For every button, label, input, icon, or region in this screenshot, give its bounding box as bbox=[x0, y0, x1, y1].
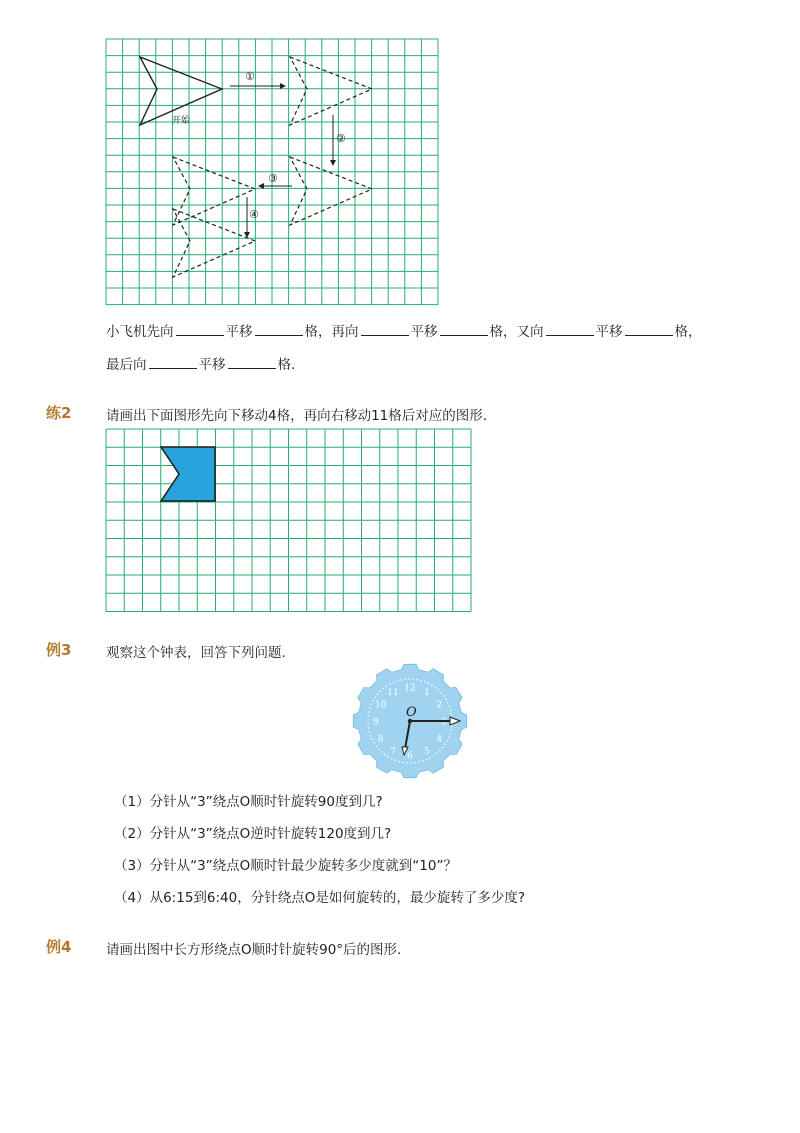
example4-tag: 例4 bbox=[46, 938, 72, 956]
ex1-text-h: 最后向 bbox=[106, 357, 147, 373]
clock-number: 6 bbox=[407, 751, 413, 762]
label-step3: ③ bbox=[268, 172, 278, 185]
grid-2 bbox=[106, 429, 471, 612]
clock-figure bbox=[350, 661, 470, 781]
clock-number: 9 bbox=[373, 717, 379, 728]
clock-number: 8 bbox=[377, 734, 384, 745]
ex1-text-c: 格，再向 bbox=[304, 324, 359, 340]
ex1-text-b: 平移 bbox=[225, 324, 253, 340]
ex1-text-j: 格. bbox=[277, 357, 296, 373]
question-1: （1）分针从“3”绕点O顺时针旋转90度到几? bbox=[114, 794, 383, 810]
clock-number: 12 bbox=[404, 683, 416, 694]
question-2: （2）分针从“3”绕点O逆时针旋转120度到几? bbox=[114, 826, 392, 842]
flag-shape bbox=[161, 447, 215, 501]
question-4: （4）从6:15到6:40，分针绕点O是如何旋转的，最少旋转了多少度? bbox=[114, 890, 526, 906]
ex1-text-g: 格， bbox=[674, 324, 702, 340]
label-start: 开始 bbox=[172, 116, 191, 126]
label-step4: ④ bbox=[249, 208, 259, 221]
clock-number: 11 bbox=[387, 688, 399, 699]
ex1-text-a: 小飞机先向 bbox=[106, 324, 174, 340]
ex1-text-e: 格，又向 bbox=[489, 324, 544, 340]
clock-number: 5 bbox=[424, 746, 430, 757]
ex1-text-i: 平移 bbox=[198, 357, 226, 373]
clock-number: 7 bbox=[390, 746, 396, 757]
clock-number: 4 bbox=[436, 734, 443, 745]
clock-number: 3 bbox=[441, 717, 447, 728]
clock-number: 1 bbox=[424, 688, 430, 699]
question-3: （3）分针从“3”绕点O顺时针最少旋转多少度就到“10”？ bbox=[114, 858, 457, 874]
example3-tag: 例3 bbox=[46, 641, 72, 659]
example4-text: 请画出图中长方形绕点O顺时针旋转90°后的图形. bbox=[106, 942, 402, 958]
label-step1: ① bbox=[245, 70, 255, 83]
label-step2: ② bbox=[336, 132, 346, 145]
clock-number: 10 bbox=[374, 700, 387, 711]
practice2-text: 请画出下面图形先向下移动4格，再向右移动11格后对应的图形. bbox=[106, 408, 488, 424]
ex1-text-d: 平移 bbox=[410, 324, 438, 340]
clock-number: 2 bbox=[436, 700, 443, 711]
example3-text: 观察这个钟表，回答下列问题. bbox=[106, 645, 286, 661]
clock-center-label: O bbox=[406, 705, 417, 720]
practice2-tag: 练2 bbox=[46, 404, 72, 422]
ex1-text-f: 平移 bbox=[595, 324, 623, 340]
